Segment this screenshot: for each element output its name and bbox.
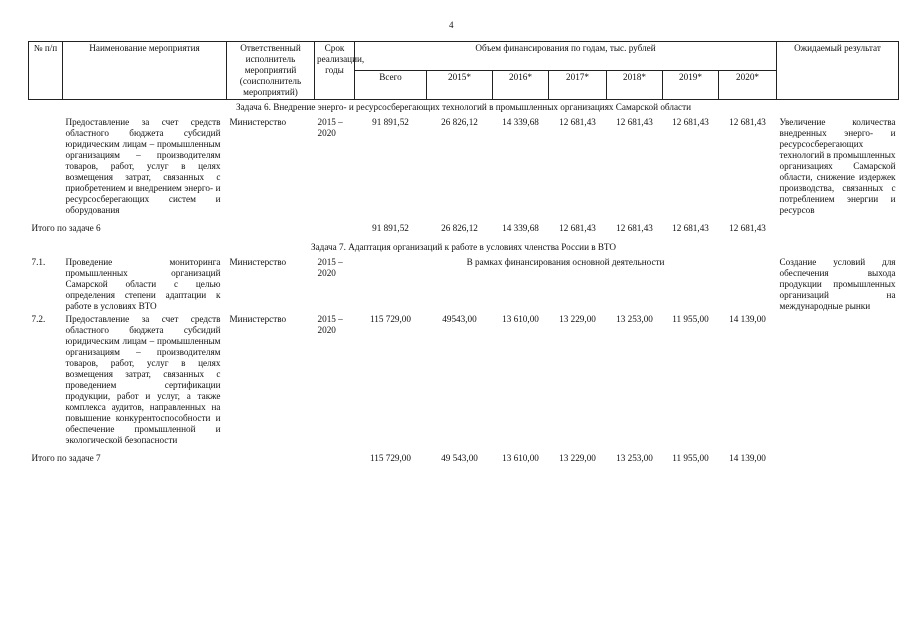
- task6-2015: 26 826,12: [441, 117, 478, 127]
- header-2020: 2020*: [719, 71, 777, 100]
- task6-result: Увеличение количества внедренных энерго- и ресурсосберегающих технологий в промышленных организациях Самарской области, снижение издержек производства, связанных с потреблением энергии и ресурсов: [779, 117, 896, 215]
- task6-itogo-2019: 12 681,43: [672, 223, 709, 233]
- task7-row1-term: 2015 – 2020: [317, 257, 343, 278]
- header-responsible: Ответственный исполнитель мероприятий (соисполнитель мероприятий): [227, 42, 315, 100]
- task7-itogo-2019: 11 955,00: [672, 453, 709, 463]
- task7-itogo-2016: 13 610,00: [502, 453, 539, 463]
- header-term: Срок реализации, годы: [315, 42, 355, 100]
- task7-row2-term: 2015 – 2020: [317, 314, 343, 335]
- task6-itogo-2017: 12 681,43: [559, 223, 596, 233]
- task7-row2-total: 115 729,00: [369, 314, 411, 324]
- task6-2019: 12 681,43: [672, 117, 709, 127]
- task7-row2-2015: 49543,00: [442, 314, 477, 324]
- task7-row2-num: 7.2.: [31, 314, 46, 324]
- task6-2018: 12 681,43: [616, 117, 653, 127]
- task7-row2-2018: 13 253,00: [616, 314, 653, 324]
- task7-row2-2016: 13 610,00: [502, 314, 539, 324]
- header-total: Всего: [355, 71, 427, 100]
- task6-itogo-label: Итого по задаче 6: [31, 223, 101, 233]
- task6-desc: Предоставление за счет средств областного бюджета субсидий юридическим лицам – промышленным организациям – производителям товаров, работ, услуг в целях возмещения затрат, связанных с приобретением и внедрением энерго- и ресурсосберегающих систем и оборудования: [65, 117, 221, 215]
- task6-2017: 12 681,43: [559, 117, 596, 127]
- task6-title: Задача 6. Внедрение энерго- и ресурсосберегающих технологий в промышленных организациях Самарской области: [236, 102, 692, 112]
- table-row: [29, 217, 899, 240]
- task6-itogo-2016: 14 339,68: [502, 223, 539, 233]
- task6-2020: 12 681,43: [729, 117, 766, 127]
- header-num: № п/п: [29, 42, 63, 100]
- header-2015: 2015*: [427, 71, 493, 100]
- task7-row2-2017: 13 229,00: [559, 314, 596, 324]
- task7-itogo-2018: 13 253,00: [616, 453, 653, 463]
- task7-row2-2020: 14 139,00: [729, 314, 766, 324]
- task6-2016: 14 339,68: [502, 117, 539, 127]
- table-row: [29, 116, 899, 217]
- task6-total: 91 891,52: [372, 117, 409, 127]
- table-row: [29, 256, 899, 313]
- task7-itogo-2017: 13 229,00: [559, 453, 596, 463]
- task7-row2-desc: Предоставление за счет средств областного бюджета субсидий юридическим лицам – промышленным организациям – производителям товаров, работ, услуг в целях возмещения затрат, связанных с проведением сертификации продукции, работ и услуг, а также комплекса аудитов, направленных на повышение конкурентоспособности и обеспечение промышленной и экологической безопасности: [65, 314, 221, 445]
- task6-itogo-total: 91 891,52: [372, 223, 409, 233]
- task7-row2-2019: 11 955,00: [672, 314, 709, 324]
- header-2017: 2017*: [549, 71, 607, 100]
- task7-row1-desc: Проведение мониторинга промышленных организаций Самарской области с целью определения степени адаптации к работе в условиях ВТО: [65, 257, 221, 311]
- task7-itogo-2020: 14 139,00: [729, 453, 766, 463]
- task7-itogo-total: 115 729,00: [369, 453, 411, 463]
- page-number: 4: [449, 20, 454, 30]
- task6-term: 2015 – 2020: [317, 117, 343, 138]
- header-2016: 2016*: [493, 71, 549, 100]
- task7-itogo-label: Итого по задаче 7: [31, 453, 101, 463]
- task7-row1-funding-note: В рамках финансирования основной деятельности: [466, 257, 665, 267]
- task7-row1-responsible: Министерство: [229, 257, 287, 267]
- header-name: Наименование мероприятия: [63, 42, 227, 100]
- program-table: [28, 41, 899, 470]
- header-funding: Объем финансирования по годам, тыс. рублей: [355, 42, 777, 71]
- header-2018: 2018*: [607, 71, 663, 100]
- task7-row1-num: 7.1.: [31, 257, 46, 267]
- task6-itogo-2018: 12 681,43: [616, 223, 653, 233]
- table-row: [29, 447, 899, 470]
- table-row: [29, 313, 899, 447]
- task6-itogo-2015: 26 826,12: [441, 223, 478, 233]
- header-2019: 2019*: [663, 71, 719, 100]
- task7-title: Задача 7. Адаптация организаций к работе в условиях членства России в ВТО: [310, 242, 617, 252]
- task7-result: Создание условий для обеспечения выхода продукции промышленных организаций на международные рынки: [779, 257, 896, 311]
- header-expected: Ожидаемый результат: [777, 42, 899, 100]
- task7-itogo-2015: 49 543,00: [441, 453, 478, 463]
- task6-itogo-2020: 12 681,43: [729, 223, 766, 233]
- task6-responsible: Министерство: [229, 117, 287, 127]
- task7-row2-responsible: Министерство: [229, 314, 287, 324]
